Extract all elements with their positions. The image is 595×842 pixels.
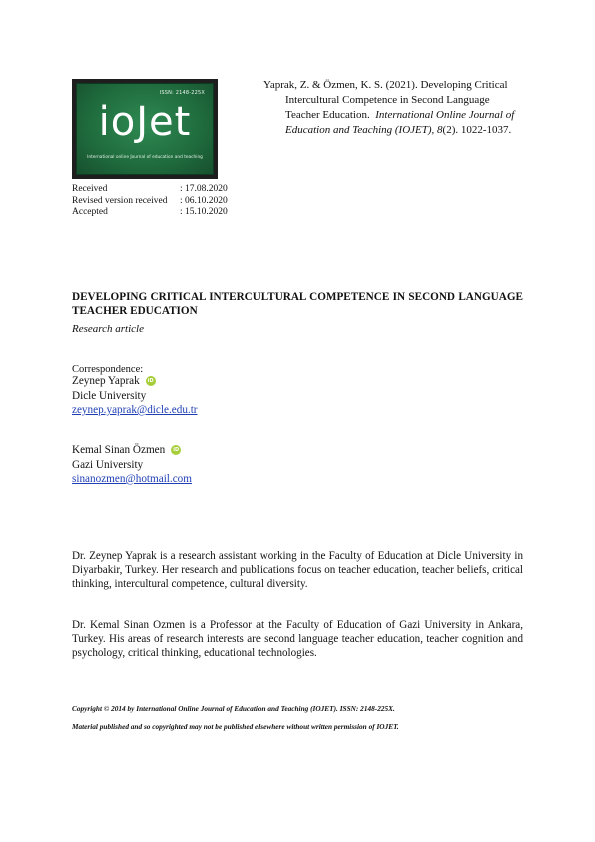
citation-line-4 bbox=[263, 123, 542, 138]
date-label: Accepted bbox=[72, 207, 108, 217]
author-email-link[interactable]: zeynep.yaprak@dicle.edu.tr bbox=[72, 404, 198, 416]
correspondence-label: Correspondence: bbox=[72, 364, 144, 375]
date-value: : 06.10.2020 bbox=[180, 195, 228, 206]
author-block-2 bbox=[72, 443, 192, 487]
citation-journal-part-2: Education and Teaching (IOJET), 8 bbox=[285, 124, 443, 136]
author-block-1 bbox=[72, 374, 198, 418]
article-title: DEVELOPING CRITICAL INTERCULTURAL COMPETENCE IN SECOND LANGUAGE TEACHER EDUCATION bbox=[72, 291, 523, 317]
date-row bbox=[72, 207, 228, 219]
permission-notice: Material published and so copyrighted may not be published elsewhere without written permission of IOJET. bbox=[72, 722, 399, 731]
author-name: Kemal Sinan Özmen bbox=[72, 444, 166, 456]
orcid-icon[interactable]: iD bbox=[171, 445, 181, 455]
citation-line-2: Intercultural Competence in Second Language bbox=[285, 94, 490, 106]
author-name-row bbox=[72, 374, 198, 389]
copyright-notice: Copyright © 2014 by International Online Journal of Education and Teaching (IOJET). ISSN: 2148-225X. bbox=[72, 704, 395, 713]
date-value: : 15.10.2020 bbox=[180, 207, 228, 217]
article-type: Research article bbox=[72, 323, 144, 335]
author-bio-1: Dr. Zeynep Yaprak is a research assistant working in the Faculty of Education at Dicle University in Diyarbakir, Turkey. Her research and publications focus on teacher education, teacher beliefs, critical thinking, intercultural competence, cultural diversity. bbox=[72, 550, 523, 590]
author-affiliation: Dicle University bbox=[72, 389, 147, 402]
citation-line-3 bbox=[263, 108, 542, 123]
journal-logo bbox=[72, 79, 218, 179]
date-value: : 17.08.2020 bbox=[180, 184, 228, 194]
author-name-row bbox=[72, 443, 192, 458]
author-affiliation: Gazi University bbox=[72, 458, 144, 471]
chalkboard bbox=[76, 83, 214, 175]
orcid-icon[interactable]: iD bbox=[146, 376, 156, 386]
date-row bbox=[72, 184, 228, 196]
submission-dates bbox=[72, 184, 228, 219]
author-bio-2: Dr. Kemal Sinan Ozmen is a Professor at the Faculty of Education of Gazi University in Ankara, Turkey. His areas of research interests are second language teacher education, teacher cognition and psychology, critical thinking, educational technologies. bbox=[72, 619, 523, 659]
logo-issn: ISSN: 2148-225X bbox=[159, 90, 205, 96]
date-label: Received bbox=[72, 184, 108, 194]
date-row bbox=[72, 196, 228, 208]
citation bbox=[263, 78, 542, 138]
author-name: Zeynep Yaprak bbox=[72, 375, 140, 387]
logo-tagline: International online Journal of education and teaching bbox=[87, 155, 203, 160]
citation-line-1: Yaprak, Z. & Özmen, K. S. (2021). Developing Critical bbox=[263, 79, 508, 91]
logo-name: ioJet bbox=[98, 99, 192, 145]
citation-pages: (2). 1022-1037. bbox=[442, 124, 512, 136]
citation-line-3-plain: Teacher Education. bbox=[285, 109, 370, 121]
date-label: Revised version received bbox=[72, 195, 168, 206]
author-email-link[interactable]: sinanozmen@hotmail.com bbox=[72, 473, 192, 485]
citation-journal-part-1: International Online Journal of bbox=[375, 109, 515, 121]
